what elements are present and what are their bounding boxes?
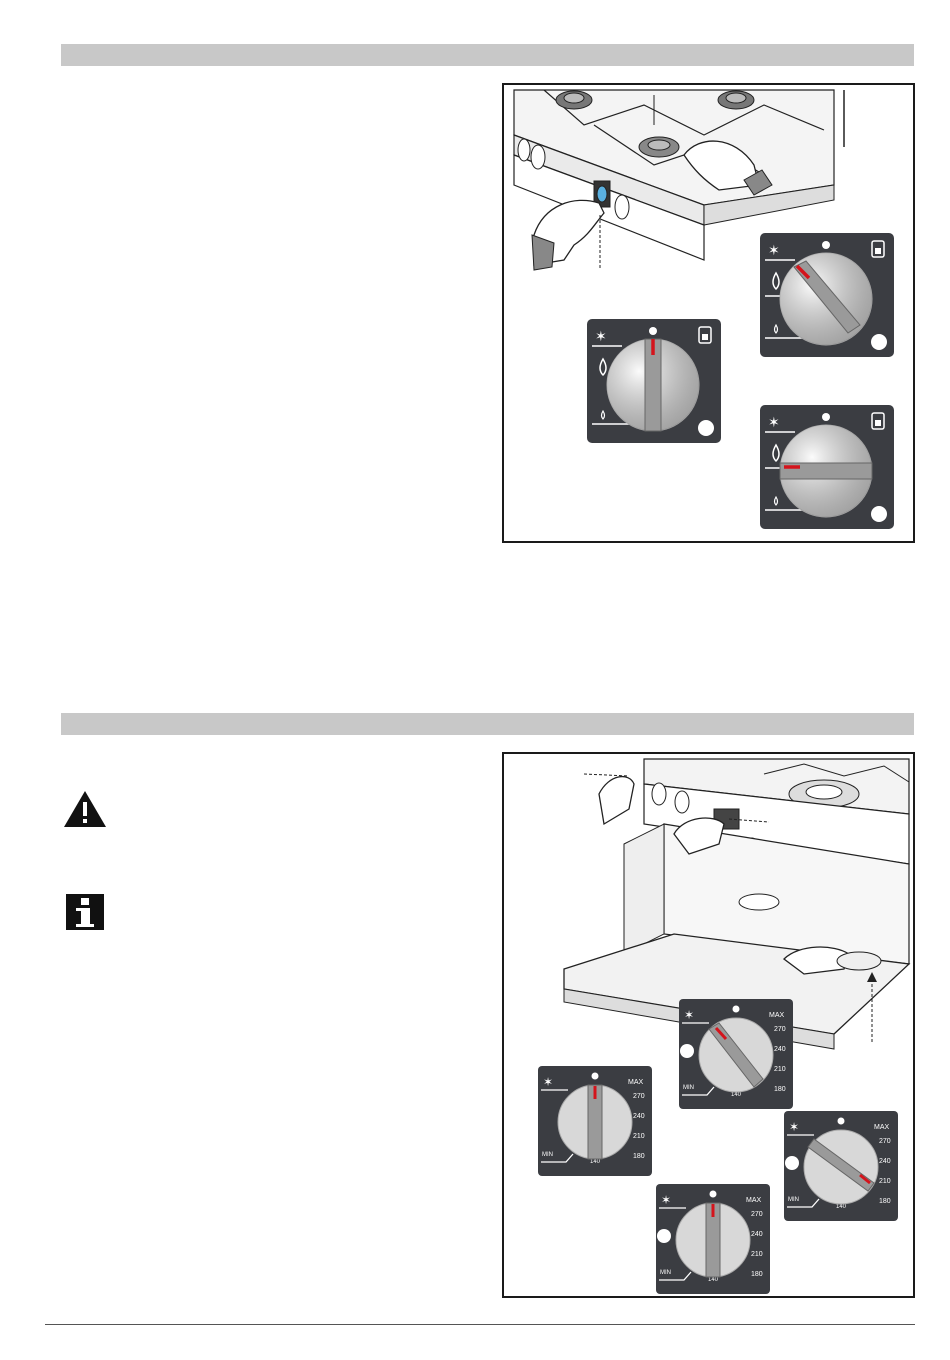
svg-text:✶: ✶ <box>768 415 780 431</box>
svg-text:140: 140 <box>731 1092 742 1098</box>
svg-text:180: 180 <box>751 1271 763 1278</box>
svg-text:240: 240 <box>751 1231 763 1238</box>
svg-text:240: 240 <box>879 1158 891 1165</box>
svg-text:✶: ✶ <box>543 1075 554 1089</box>
svg-text:MIN: MIN <box>660 1270 671 1276</box>
svg-text:MAX: MAX <box>746 1197 762 1204</box>
svg-text:✶: ✶ <box>684 1008 695 1022</box>
svg-text:MIN: MIN <box>542 1152 553 1158</box>
svg-text:MAX: MAX <box>874 1124 890 1131</box>
svg-text:MIN: MIN <box>683 1085 694 1091</box>
svg-text:210: 210 <box>774 1066 786 1073</box>
section-header-bar-2 <box>61 713 914 735</box>
svg-text:MAX: MAX <box>628 1079 644 1086</box>
svg-text:210: 210 <box>751 1251 763 1258</box>
svg-text:140: 140 <box>590 1159 601 1165</box>
svg-text:✶: ✶ <box>595 329 607 345</box>
footer-rule <box>45 1324 915 1325</box>
svg-text:210: 210 <box>879 1178 891 1185</box>
info-icon <box>66 894 104 935</box>
figure-oven-ignition <box>502 752 915 1298</box>
svg-text:✶: ✶ <box>789 1120 800 1134</box>
svg-text:MAX: MAX <box>769 1012 785 1019</box>
section-header-bar-1 <box>61 44 914 66</box>
svg-text:240: 240 <box>774 1046 786 1053</box>
warning-icon <box>63 790 107 833</box>
svg-text:180: 180 <box>774 1086 786 1093</box>
svg-text:140: 140 <box>836 1204 847 1210</box>
svg-text:140: 140 <box>708 1277 719 1283</box>
svg-text:270: 270 <box>633 1093 645 1100</box>
svg-text:MIN: MIN <box>788 1197 799 1203</box>
svg-text:270: 270 <box>879 1138 891 1145</box>
svg-text:180: 180 <box>879 1198 891 1205</box>
svg-text:✶: ✶ <box>768 243 780 259</box>
figure-burner-ignition <box>502 83 915 543</box>
svg-text:270: 270 <box>751 1211 763 1218</box>
svg-text:180: 180 <box>633 1153 645 1160</box>
svg-text:✶: ✶ <box>661 1193 672 1207</box>
svg-text:210: 210 <box>633 1133 645 1140</box>
svg-text:270: 270 <box>774 1026 786 1033</box>
svg-text:240: 240 <box>633 1113 645 1120</box>
